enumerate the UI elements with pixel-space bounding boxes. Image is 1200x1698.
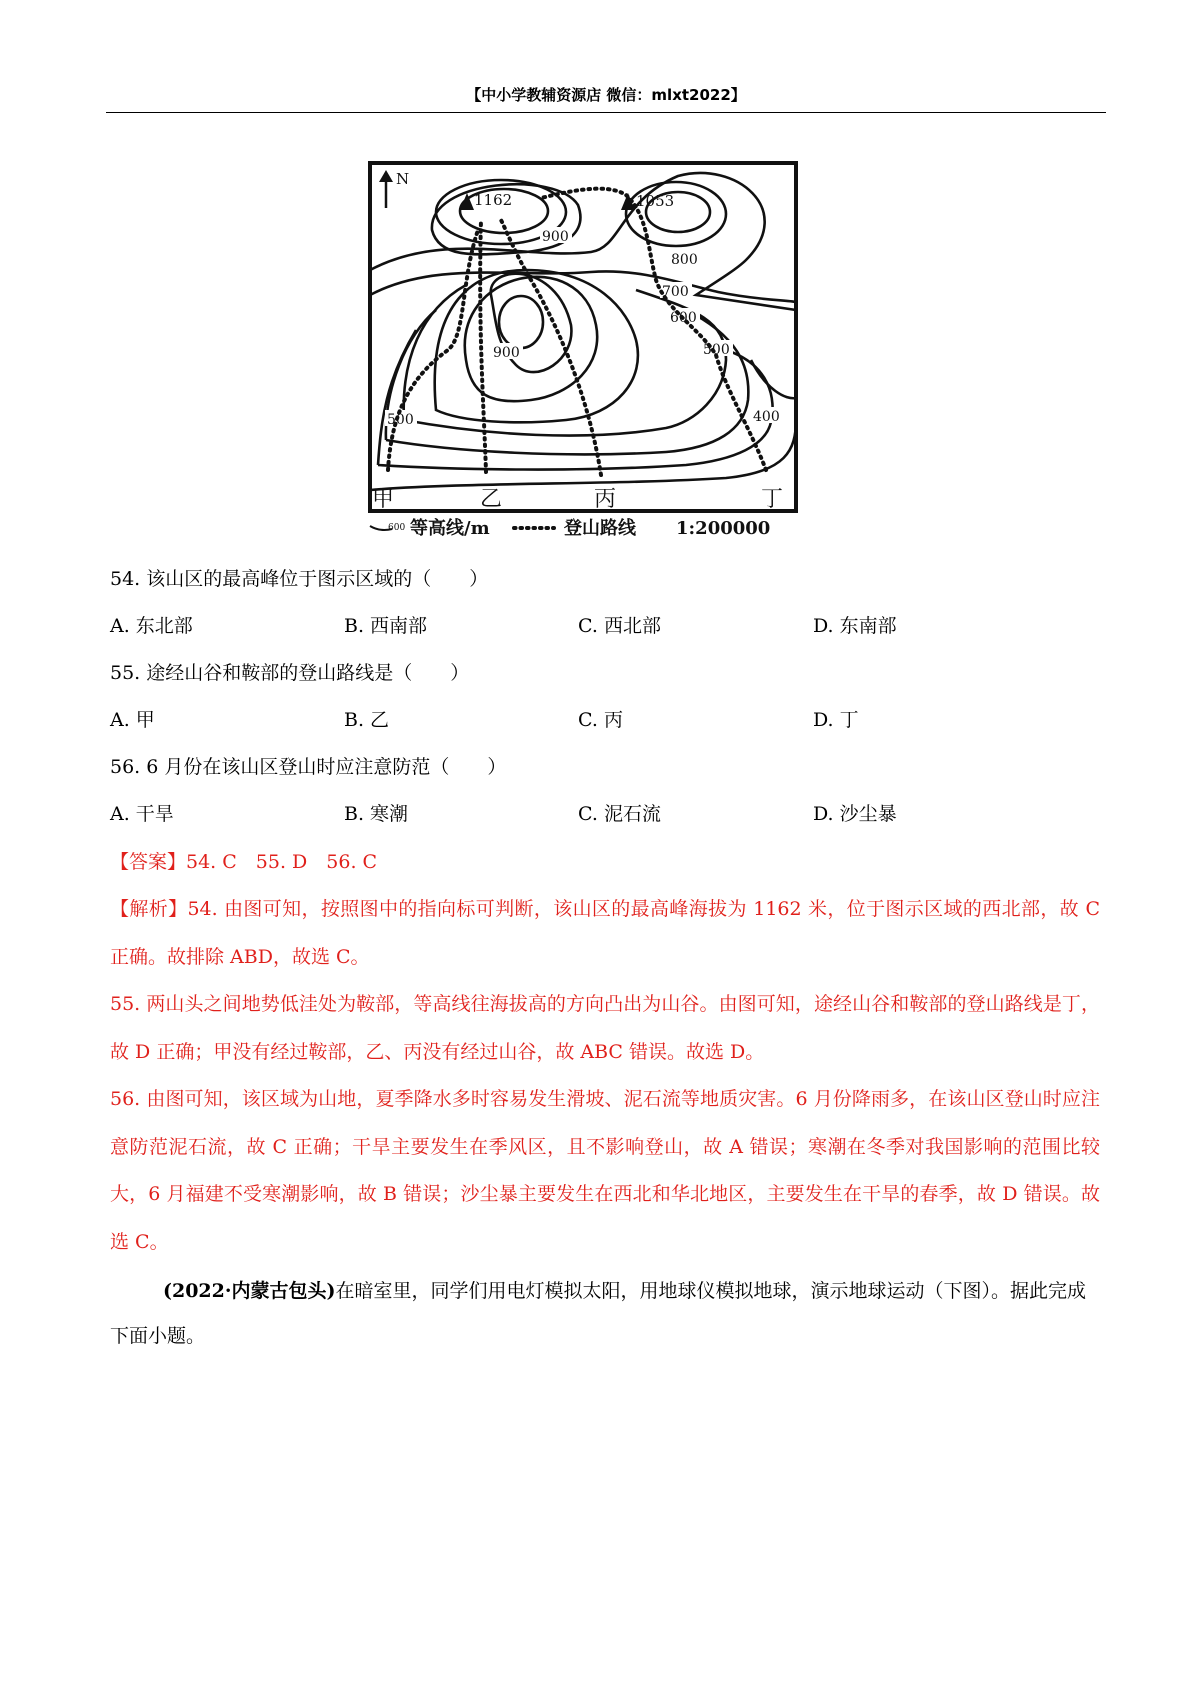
question-option: D. 丁 [813,709,859,731]
contour-label: 700 [662,284,689,300]
question-option: A. 甲 [110,709,155,731]
peak-elevation: 1053 [636,192,675,210]
question-option: A. 干旱 [110,803,174,825]
route-label: 丁 [761,487,784,512]
contour-label: 400 [753,409,780,425]
question-option: B. 乙 [344,709,390,731]
page-header: 【中小学教辅资源店 微信：mlxt2022】 [466,86,746,104]
contour-label: 800 [671,252,698,268]
question-stem: 56. 6 月份在该山区登山时应注意防范（ ） [110,756,507,778]
contour-map-figure [366,160,840,540]
next-question-intro [110,1269,1100,1359]
question-option: C. 丙 [578,709,623,731]
question-option: B. 西南部 [344,615,428,637]
question-stem: 55. 途经山谷和鞍部的登山路线是（ ） [110,662,470,684]
peak-elevation: 1162 [474,191,513,209]
contour-label: 500 [703,342,730,358]
contour-map [366,160,840,540]
question-stem: 54. 该山区的最高峰位于图示区域的（ ） [110,568,489,590]
route-label: 乙 [480,487,503,512]
route-label: 丙 [594,487,617,512]
question-option: A. 东北部 [110,615,193,637]
contour-label: 900 [493,345,520,361]
question-option: D. 沙尘暴 [813,803,897,825]
route-label: 甲 [372,487,395,512]
map-scale: 1:200000 [676,518,771,539]
question-option: C. 西北部 [578,615,661,637]
analysis-paragraph: 56. 由图可知，该区域为山地，夏季降水多时容易发生滑坡、泥石流等地质灾害。6 月份降雨多，在该山区登山时应注意防范泥石流，故 C 正确；干旱主要发生在季风区，且不影响登山，故 A 错误；寒潮在冬季对我国影响的范围比较大，6 月福建不受寒潮影响，故 B 错误；沙尘暴主要发生在西北和华北地区，主要发生在干旱的春季，故 D 错误。故选 C。 [110,1088,1100,1253]
answer-line: 【答案】54. C 55. D 56. C [110,851,378,873]
legend-route-text: 登山路线 [564,518,636,539]
contour-label: 500 [387,412,414,428]
legend-contour-text: 等高线/m [410,518,490,539]
contour-label: 600 [670,310,697,326]
intro-text: 在暗室里，同学们用电灯模拟太阳，用地球仪模拟地球，演示地球运动（下图）。据此完成下面小题。 [110,1280,1086,1347]
question-source: (2022·内蒙古包头) [163,1280,336,1302]
north-label: N [396,170,410,188]
question-option: C. 泥石流 [578,803,661,825]
map-legend [370,517,770,539]
analysis-paragraph: 【解析】54. 由图可知，按照图中的指向标可判断，该山区的最高峰海拔为 1162 米，位于图示区域的西北部，故 C 正确。故排除 ABD，故选 C。 [110,898,1100,968]
contour-label: 900 [542,229,569,245]
question-option: D. 东南部 [813,615,897,637]
legend-contour-sample: 600 [388,523,406,533]
analysis-paragraph: 55. 两山头之间地势低洼处为鞍部，等高线往海拔高的方向凸出为山谷。由图可知，途经山谷和鞍部的登山路线是丁，故 D 正确；甲没有经过鞍部，乙、丙没有经过山谷，故 ABC 错误。故选 D。 [110,993,1100,1063]
question-option: B. 寒潮 [344,803,409,825]
header-rule [106,112,1106,113]
